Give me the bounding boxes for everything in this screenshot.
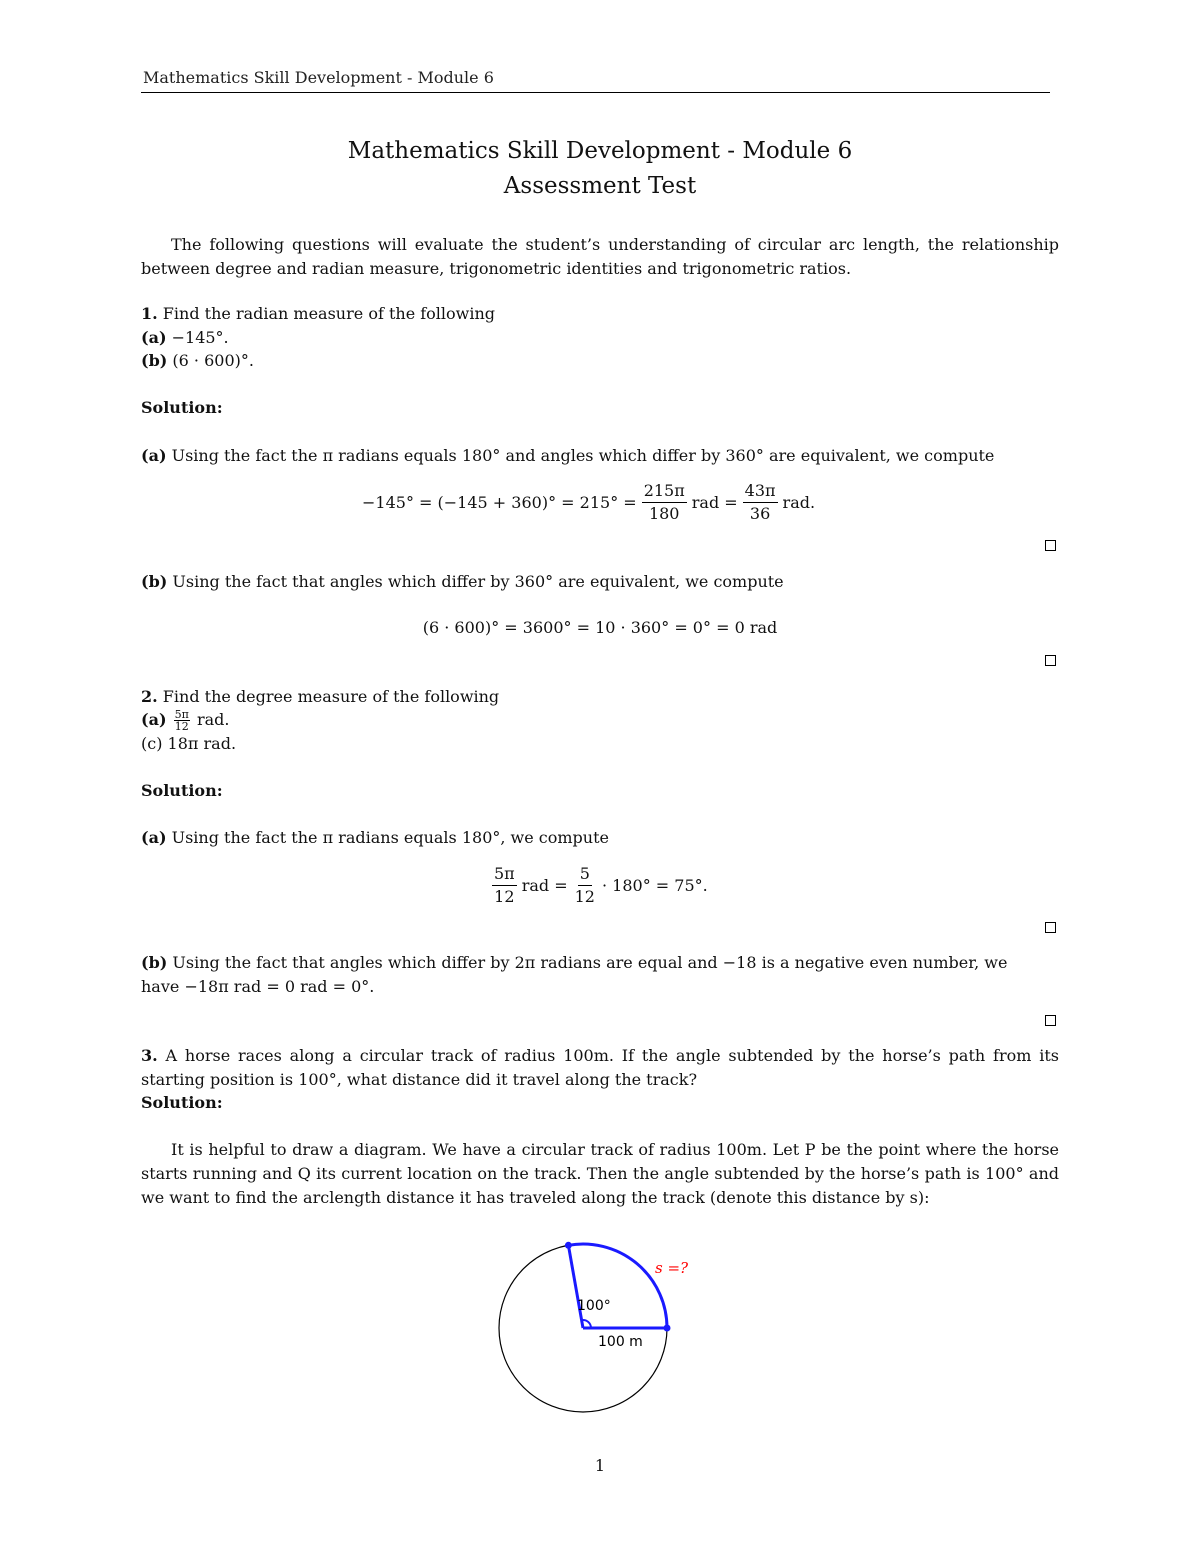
q1-solution-label: Solution: [141, 398, 223, 417]
q1-sol-b-text: (b) Using the fact that angles which differ by 360° are equivalent, we compute [141, 572, 784, 591]
q1-part-a: (a) −145°. [141, 328, 229, 347]
q2-sol-a-text: (a) Using the fact the π radians equals 180°, we compute [141, 828, 609, 847]
q1-part-b: (b) (6 · 600)°. [141, 351, 254, 370]
q3-solution-label: Solution: [141, 1093, 223, 1112]
header-rule [141, 92, 1050, 93]
traveled-arc [568, 1244, 667, 1328]
arc-length-label: s =? [655, 1259, 689, 1277]
page-number: 1 [594, 1456, 606, 1475]
angle-label: 100° [577, 1298, 611, 1314]
q2-part-a: (a) $\frac{5\pi}{12}$ rad. [141, 708, 230, 733]
qed-box [1045, 655, 1056, 666]
qed-box [1045, 540, 1056, 551]
point-end [565, 1242, 572, 1249]
fraction: $\frac{5}{12}$ [574, 864, 595, 906]
page-title: Mathematics Skill Development - Module 6 [347, 138, 853, 164]
radius-to-end [568, 1245, 583, 1328]
q2-sol-b-line2: have −18π rad = 0 rad = 0°. [141, 977, 375, 996]
q2-sol-b-line1: (b) Using the fact that angles which differ by 2π radians are equal and −18 is a negative even number, we [141, 953, 1008, 972]
q1-equation-b: (6 · 600)° = 3600° = 10 · 360° = 0° = 0 rad [422, 618, 778, 637]
qed-box [1045, 922, 1056, 933]
q1-prompt: 1. Find the radian measure of the following [141, 304, 496, 323]
q2-part-c: (c) 18π rad. [141, 734, 237, 753]
q1-equation-a: −145° = (−145 + 360)° = 215° = $\frac{215\pi}{180}$ rad = $\frac{43\pi}{36}$ rad. [362, 481, 816, 523]
radius-label: 100 m [598, 1334, 643, 1350]
fraction: $\frac{5\pi}{12}$ [494, 864, 515, 906]
fraction: $\frac{215\pi}{180}$ [643, 481, 685, 523]
q2-prompt: 2. Find the degree measure of the following [141, 687, 500, 706]
intro-paragraph: The following questions will evaluate the student’s understanding of circular arc length, the relationship between degree and radian measure, trigonometric identities and trigonometric ratios. [141, 235, 1059, 278]
q2-solution-label: Solution: [141, 781, 223, 800]
circular-track-diagram [490, 1235, 710, 1420]
q2-equation-a: $\frac{5\pi}{12}$ rad = $\frac{5}{12}$ · 180° = 75°. [494, 864, 708, 906]
running-header: Mathematics Skill Development - Module 6 [143, 68, 494, 87]
qed-box [1045, 1015, 1056, 1026]
q3-prompt: 3. A horse races along a circular track of radius 100m. If the angle subtended by the horse’s path from its starting position is 100°, what distance did it travel along the track? [141, 1046, 1059, 1089]
q3-solution-body: It is helpful to draw a diagram. We have a circular track of radius 100m. Let P be the point where the horse starts running and Q its current location on the track. Then the angle subtended by the horse’s path is 100° and we want to find the arclength distance it has traveled along the track (denote this distance by s): [141, 1140, 1059, 1207]
small-fraction: $\frac{5\pi}{12}$ [174, 708, 189, 733]
q1-sol-a-text: (a) Using the fact the π radians equals 180° and angles which differ by 360° are equivalent, we compute [141, 446, 995, 465]
fraction: $\frac{43\pi}{36}$ [744, 481, 776, 523]
point-start [664, 1325, 671, 1332]
page-subtitle: Assessment Test [503, 173, 697, 199]
